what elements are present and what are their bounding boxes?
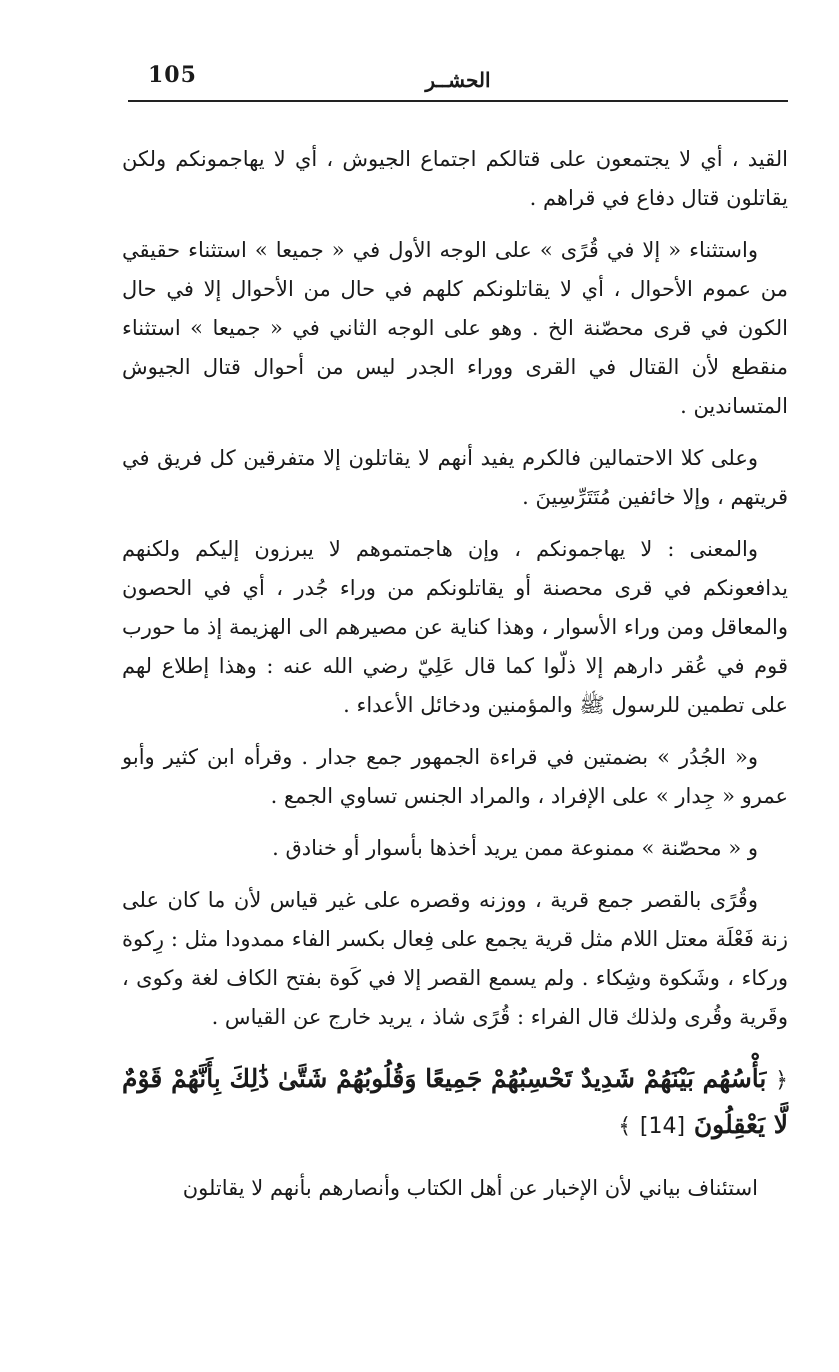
verse-text: بَأْسُهُم بَيْنَهُمْ شَدِيدٌ تَحْسِبُهُمْ جَمِيعًا وَقُلُوبُهُمْ شَتَّىٰ ذَٰلِكَ بِأَنَّهُمْ قَوْمٌ لَّا يَعْقِلُونَ: [122, 1064, 788, 1139]
page-number: 105: [148, 62, 197, 88]
quran-verse: [122, 1057, 788, 1149]
header-rule: [128, 100, 788, 102]
verse-open-bracket: ﴿: [775, 1068, 788, 1093]
verse-close-bracket: ﴾: [618, 1114, 632, 1139]
paragraph-6: و « محصّنة » ممنوعة ممن يريد أخذها بأسوار أو خنادق .: [272, 836, 758, 860]
page-header: [128, 58, 788, 104]
running-title: الحشــر: [425, 68, 491, 92]
paragraph-7: وقُرًى بالقصر جمع قرية ، ووزنه وقصره على غير قياس لأن ما كان على زنة فَعْلَة معتل اللام مثل قرية يجمع على فِعال بكسر الفاء ممدودا مثل : رِكوة وركاء ، وشَكوة وشِكاء . ولم يسمع القصر إلا في كَوة بفتح الكاف لغة وكوى ، وقَرية وقُرى ولذلك قال الفراء : قُرًى شاذ ، يريد خارج عن القياس .: [122, 888, 788, 1029]
page-body: [122, 140, 788, 1221]
paragraph-3: وعلى كلا الاحتمالين فالكرم يفيد أنهم لا يقاتلون إلا متفرقين كل فريق في قريتهم ، وإلا خائفين مُتَتَرِّسِينَ .: [122, 446, 788, 509]
paragraph-5: و« الجُدُر » بضمتين في قراءة الجمهور جمع جدار . وقرأه ابن كثير وأبو عمرو « جِدار » على الإفراد ، والمراد الجنس تساوي الجمع .: [122, 745, 788, 808]
paragraph-8: استئناف بياني لأن الإخبار عن أهل الكتاب وأنصارهم بأنهم لا يقاتلون: [182, 1176, 758, 1200]
paragraph-1: القيد ، أي لا يجتمعون على قتالكم اجتماع الجيوش ، أي لا يهاجمونكم ولكن يقاتلون قتال دفاع في قراهم .: [122, 147, 788, 210]
verse-number: [14]: [639, 1114, 686, 1139]
paragraph-2: واستثناء « إلا في قُرًى » على الوجه الأول في « جميعا » استثناء حقيقي من عموم الأحوال ، أي لا يقاتلونكم كلهم في حال من الأحوال إلا في حال الكون في قرى محصّنة الخ . وهو على الوجه الثاني في « جميعا » استثناء منقطع لأن القتال في القرى ووراء الجدر ليس من أحوال قتال الجيوش المتساندين .: [122, 238, 788, 418]
paragraph-4: والمعنى : لا يهاجمونكم ، وإن هاجمتموهم لا يبرزون إليكم ولكنهم يدافعونكم في قرى محصنة أو يقاتلونكم من وراء جُدر ، أي في الحصون والمعاقل ومن وراء الأسوار ، وهذا كناية عن مصيرهم الى الهزيمة إذ ما حورب قوم في عُقر دارهم إلا ذلّوا كما قال عَلِيّ رضي الله عنه : وهذا إطلاع لهم على تطمين للرسول ﷺ والمؤمنين ودخائل الأعداء .: [122, 537, 788, 717]
